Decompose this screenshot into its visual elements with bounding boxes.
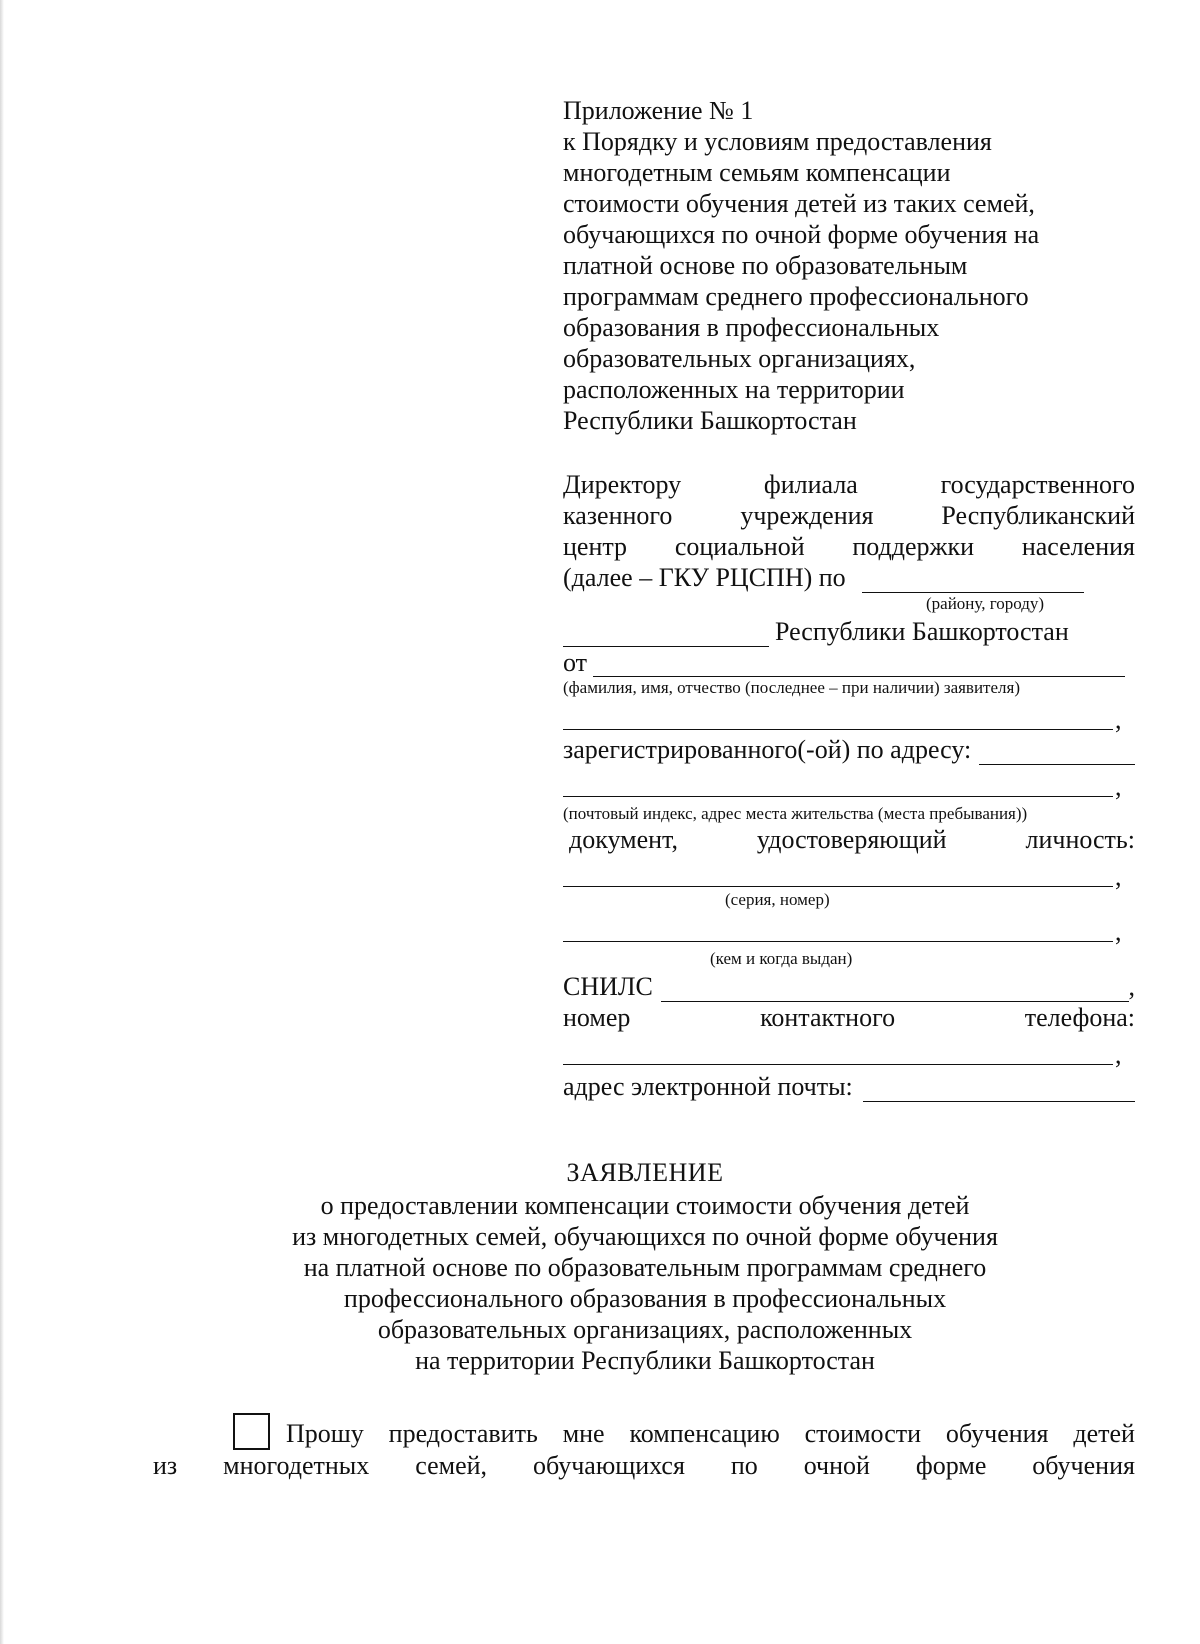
address-field[interactable] xyxy=(979,740,1135,765)
title-line: о предоставлении компенсации стоимости обучения детей xyxy=(320,1191,970,1220)
district-caption: (району, городу) xyxy=(926,594,1045,613)
word: государственного xyxy=(940,470,1135,499)
appendix-line: образовательных организациях, xyxy=(563,344,916,373)
from-label: от xyxy=(563,648,588,677)
appendix-line: программам среднего профессионального xyxy=(563,282,1029,311)
address-caption: (почтовый индекс, адрес места жительства (места пребывания)) xyxy=(563,804,1028,823)
word: филиала xyxy=(763,470,858,499)
word: мне xyxy=(562,1419,605,1448)
request-line xyxy=(153,1418,1135,1450)
word: по xyxy=(730,1451,758,1480)
word: компенсацию xyxy=(629,1419,780,1448)
word: форме xyxy=(915,1451,987,1480)
statement-heading: ЗАЯВЛЕНИЕ xyxy=(566,1158,724,1187)
word: поддержки xyxy=(852,532,975,561)
appendix-line: обучающихся по очной форме обучения на xyxy=(563,220,1040,249)
comma: , xyxy=(1115,772,1122,801)
appendix-line: расположенных на территории xyxy=(563,375,905,404)
republic-label: Республики Башкортостан xyxy=(775,617,1069,646)
appendix-line: стоимости обучения детей из таких семей, xyxy=(563,189,1035,218)
appendix-line: образования в профессиональных xyxy=(563,313,940,342)
word: личность: xyxy=(1025,825,1135,854)
word: телефона: xyxy=(1024,1003,1135,1032)
registered-label: зарегистрированного(-ой) по адресу: xyxy=(563,735,972,764)
word: предоставить xyxy=(388,1419,538,1448)
name-continue-row xyxy=(563,698,1135,734)
phone-field[interactable] xyxy=(563,1063,1113,1065)
word: детей xyxy=(1073,1419,1135,1448)
title-line: на платной основе по образовательным программам среднего xyxy=(303,1253,987,1282)
word: контактного xyxy=(760,1003,896,1032)
issued-row xyxy=(563,910,1135,946)
word: социальной xyxy=(674,532,805,561)
district-label: (далее – ГКУ РЦСПН) по xyxy=(563,563,846,592)
word: очной xyxy=(803,1451,870,1480)
republic-row xyxy=(563,616,1135,647)
appendix-line: к Порядку и условиям предоставления xyxy=(563,127,992,156)
word: Прошу xyxy=(286,1419,364,1448)
district-prefix-field[interactable] xyxy=(563,622,769,647)
appendix-line: многодетным семьям компенсации xyxy=(563,158,951,187)
appendix-reference xyxy=(563,95,1135,436)
appendix-line: платной основе по образовательным xyxy=(563,251,968,280)
word: из xyxy=(153,1451,178,1480)
snils-row xyxy=(563,971,1135,1002)
address-continue-field[interactable] xyxy=(563,795,1113,797)
appendix-line: Приложение № 1 xyxy=(563,96,754,125)
issued-caption: (кем и когда выдан) xyxy=(710,949,853,968)
word: семей, xyxy=(415,1451,488,1480)
word: Директору xyxy=(563,470,682,499)
addressee-block xyxy=(563,469,1135,647)
word: учреждения xyxy=(740,501,874,530)
word: казенного xyxy=(563,501,673,530)
series-caption: (серия, номер) xyxy=(725,890,830,909)
series-row xyxy=(563,855,1135,891)
comma: , xyxy=(1115,705,1122,734)
name-continue-field[interactable] xyxy=(563,728,1113,730)
email-label: адрес электронной почты: xyxy=(563,1072,853,1101)
email-field[interactable] xyxy=(863,1077,1135,1102)
comma: , xyxy=(1115,862,1122,891)
word: Республиканский xyxy=(941,501,1135,530)
addressee-line xyxy=(563,500,1135,531)
snils-label: СНИЛС xyxy=(563,972,653,1001)
word: обучения xyxy=(945,1419,1049,1448)
title-line: на территории Республики Башкортостан xyxy=(415,1346,875,1375)
district-row xyxy=(563,562,1135,593)
addressee-line xyxy=(563,469,1135,500)
title-line: из многодетных семей, обучающихся по очной форме обучения xyxy=(292,1222,998,1251)
phone-row xyxy=(563,1002,1135,1033)
district-field[interactable] xyxy=(862,568,1084,593)
address-continue-row xyxy=(563,765,1135,801)
word: многодетных xyxy=(223,1451,370,1480)
phone-field-row xyxy=(563,1033,1135,1069)
word: стоимости xyxy=(804,1419,922,1448)
request-paragraph xyxy=(153,1418,1135,1482)
appendix-line: Республики Башкортостан xyxy=(563,406,857,435)
comma: , xyxy=(1115,1040,1122,1069)
snils-field[interactable] xyxy=(661,977,1129,1002)
word: населения xyxy=(1021,532,1135,561)
statement-title xyxy=(240,1157,1050,1376)
word: центр xyxy=(563,532,628,561)
word: обучения xyxy=(1032,1451,1135,1480)
applicant-name-field[interactable] xyxy=(593,652,1125,677)
title-line: образовательных организациях, расположенных xyxy=(377,1315,913,1344)
document-row xyxy=(563,824,1135,855)
from-row xyxy=(563,649,1135,677)
document-issued-field[interactable] xyxy=(563,940,1113,942)
word: документ, xyxy=(569,825,678,854)
word: обучающихся xyxy=(532,1451,685,1480)
word: удостоверяющий xyxy=(756,825,947,854)
word: номер xyxy=(563,1003,631,1032)
name-caption: (фамилия, имя, отчество (последнее – при наличии) заявителя) xyxy=(563,678,1020,697)
email-row xyxy=(563,1071,1135,1102)
title-line: профессионального образования в профессиональных xyxy=(343,1284,947,1313)
applicant-block xyxy=(563,649,1135,1102)
scan-edge xyxy=(0,0,4,1644)
addressee-line xyxy=(563,531,1135,562)
request-line xyxy=(153,1450,1135,1482)
comma: , xyxy=(1128,972,1135,1001)
comma: , xyxy=(1115,917,1122,946)
document-series-field[interactable] xyxy=(563,885,1113,887)
registered-row xyxy=(563,734,1135,765)
header-block xyxy=(563,95,1135,1102)
